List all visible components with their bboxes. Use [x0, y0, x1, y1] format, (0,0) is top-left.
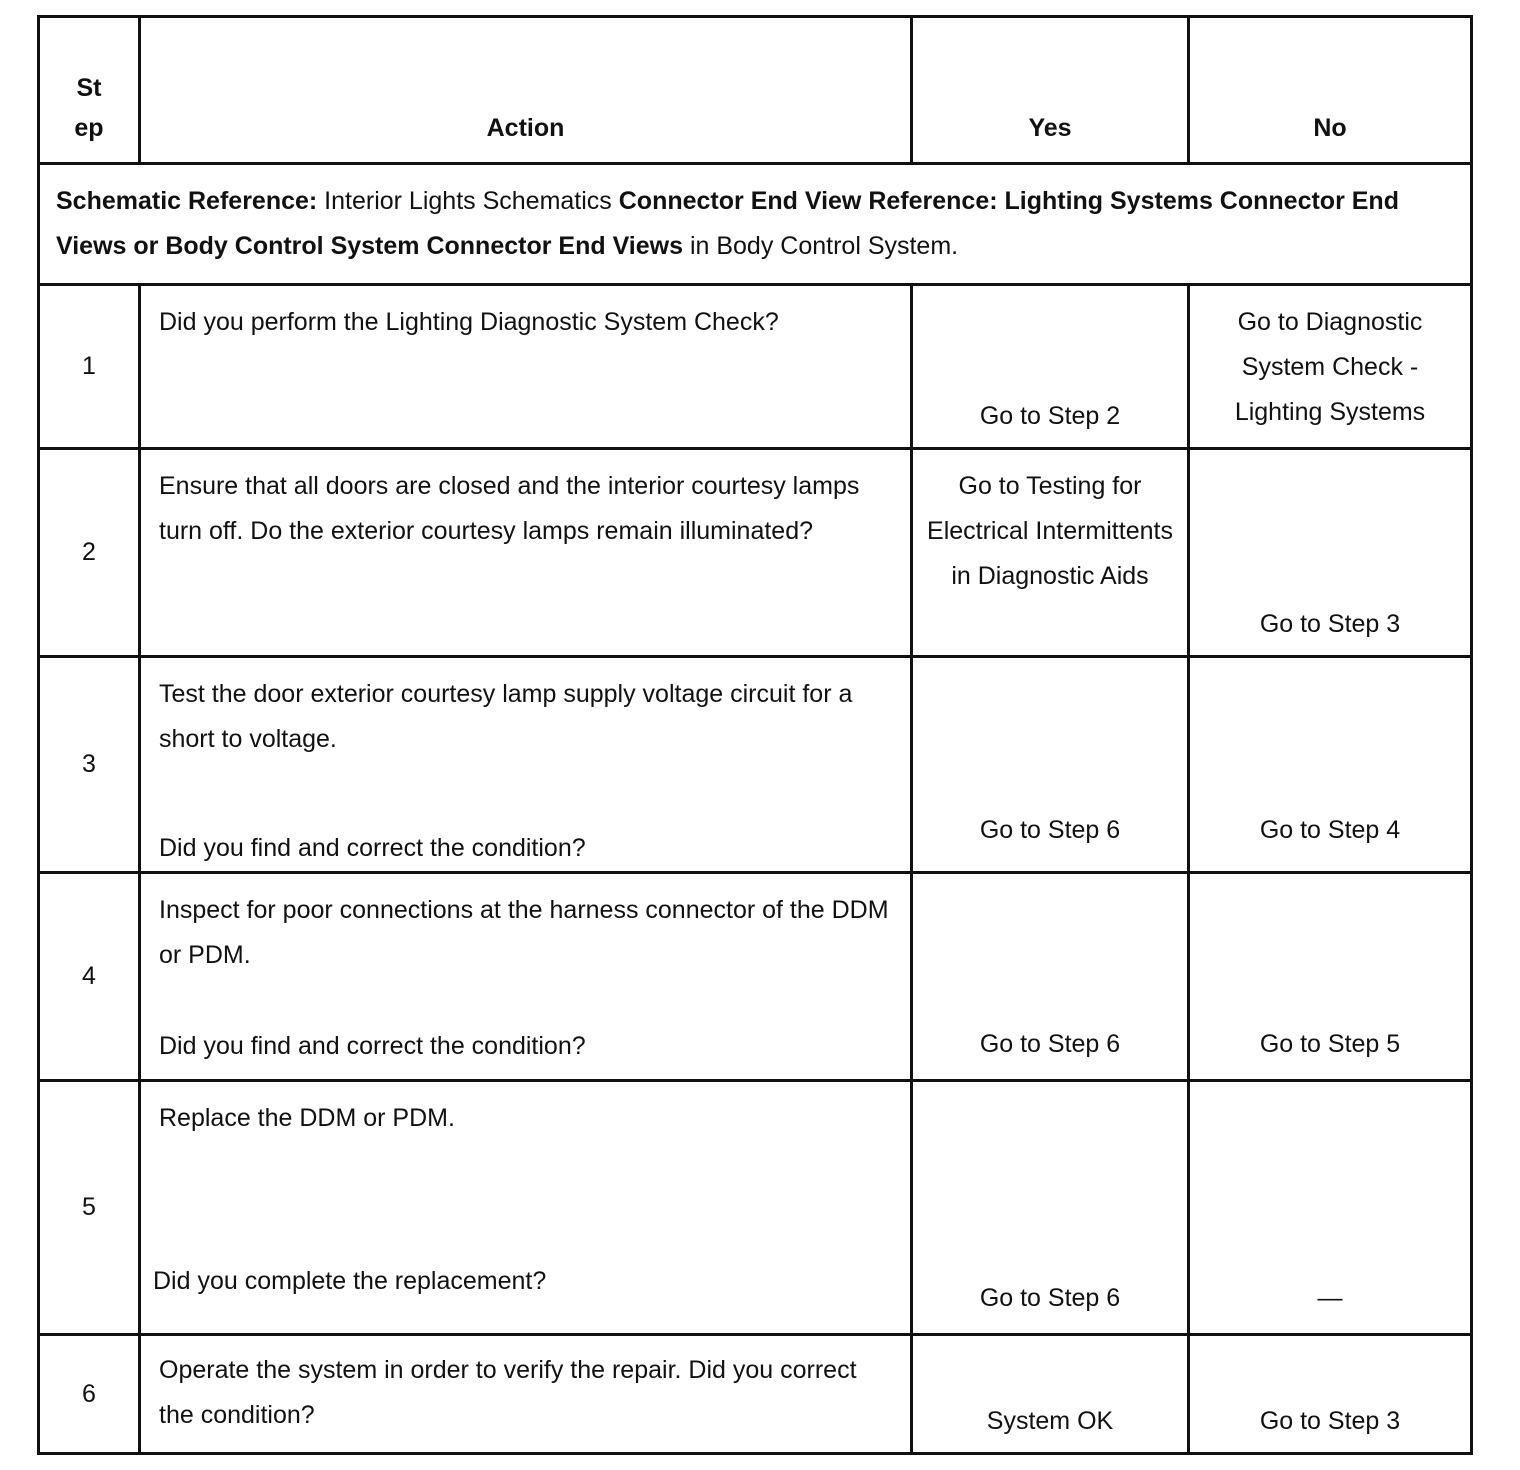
- action-cell: [140, 449, 912, 657]
- action-cell: [140, 657, 912, 873]
- action-text: Test the door exterior courtesy lamp supply voltage circuit for a short to voltage.: [159, 680, 853, 753]
- diagnostic-table: [37, 15, 1473, 1455]
- yes-cell: Go to Step 6: [912, 657, 1189, 873]
- no-cell: Go to Diagnostic System Check - Lighting Systems: [1189, 285, 1472, 449]
- action-question: Did you find and correct the condition?: [159, 834, 586, 862]
- action-question: Did you find and correct the condition?: [159, 1032, 586, 1060]
- yes-cell: System OK: [912, 1335, 1189, 1454]
- table-row: [39, 657, 1472, 873]
- action-text: Inspect for poor connections at the harness connector of the DDM or PDM.: [159, 896, 889, 969]
- action-text: Operate the system in order to verify the repair. Did you correct the condition?: [159, 1356, 857, 1429]
- no-cell: Go to Step 3: [1189, 1335, 1472, 1454]
- action-text: Did you perform the Lighting Diagnostic System Check?: [159, 308, 779, 336]
- no-cell: Go to Step 3: [1189, 449, 1472, 657]
- table-row: [39, 449, 1472, 657]
- reference-cell: [39, 164, 1472, 285]
- yes-cell: Go to Step 6: [912, 873, 1189, 1081]
- action-text: Replace the DDM or PDM.: [159, 1104, 455, 1132]
- step-number: 6: [39, 1335, 140, 1454]
- action-question: Did you complete the replacement?: [153, 1267, 547, 1295]
- yes-cell: Go to Step 2: [912, 285, 1189, 449]
- no-cell: Go to Step 4: [1189, 657, 1472, 873]
- step-number: 2: [39, 449, 140, 657]
- header-row: [39, 17, 1472, 164]
- yes-cell: Go to Testing for Electrical Intermittents in Diagnostic Aids: [912, 449, 1189, 657]
- no-cell: —: [1189, 1081, 1472, 1335]
- step-number: 3: [39, 657, 140, 873]
- header-action: Action: [140, 17, 912, 164]
- action-cell: [140, 1335, 912, 1454]
- step-number: 1: [39, 285, 140, 449]
- action-cell: [140, 285, 912, 449]
- no-cell: Go to Step 5: [1189, 873, 1472, 1081]
- table-row: [39, 285, 1472, 449]
- step-number: 5: [39, 1081, 140, 1335]
- yes-cell: Go to Step 6: [912, 1081, 1189, 1335]
- schematic-reference-label: Schematic Reference:: [56, 187, 318, 215]
- action-text: Ensure that all doors are closed and the interior courtesy lamps turn off. Do the exterior courtesy lamps remain illuminated?: [159, 472, 860, 545]
- action-cell: [140, 873, 912, 1081]
- step-number: 4: [39, 873, 140, 1081]
- schematic-reference-text: Interior Lights Schematics: [317, 187, 619, 215]
- table-row: [39, 1335, 1472, 1454]
- reference-row: [39, 164, 1472, 285]
- action-cell: [140, 1081, 912, 1335]
- table-row: [39, 1081, 1472, 1335]
- connector-reference-label: Connector End View Reference: Lighting Systems Connector End Views or Body Control System Connector End Views: [56, 187, 1399, 260]
- header-no: No: [1189, 17, 1472, 164]
- header-step: St ep: [39, 17, 140, 164]
- header-yes: Yes: [912, 17, 1189, 164]
- table-row: [39, 873, 1472, 1081]
- connector-reference-text: in Body Control System.: [683, 232, 959, 260]
